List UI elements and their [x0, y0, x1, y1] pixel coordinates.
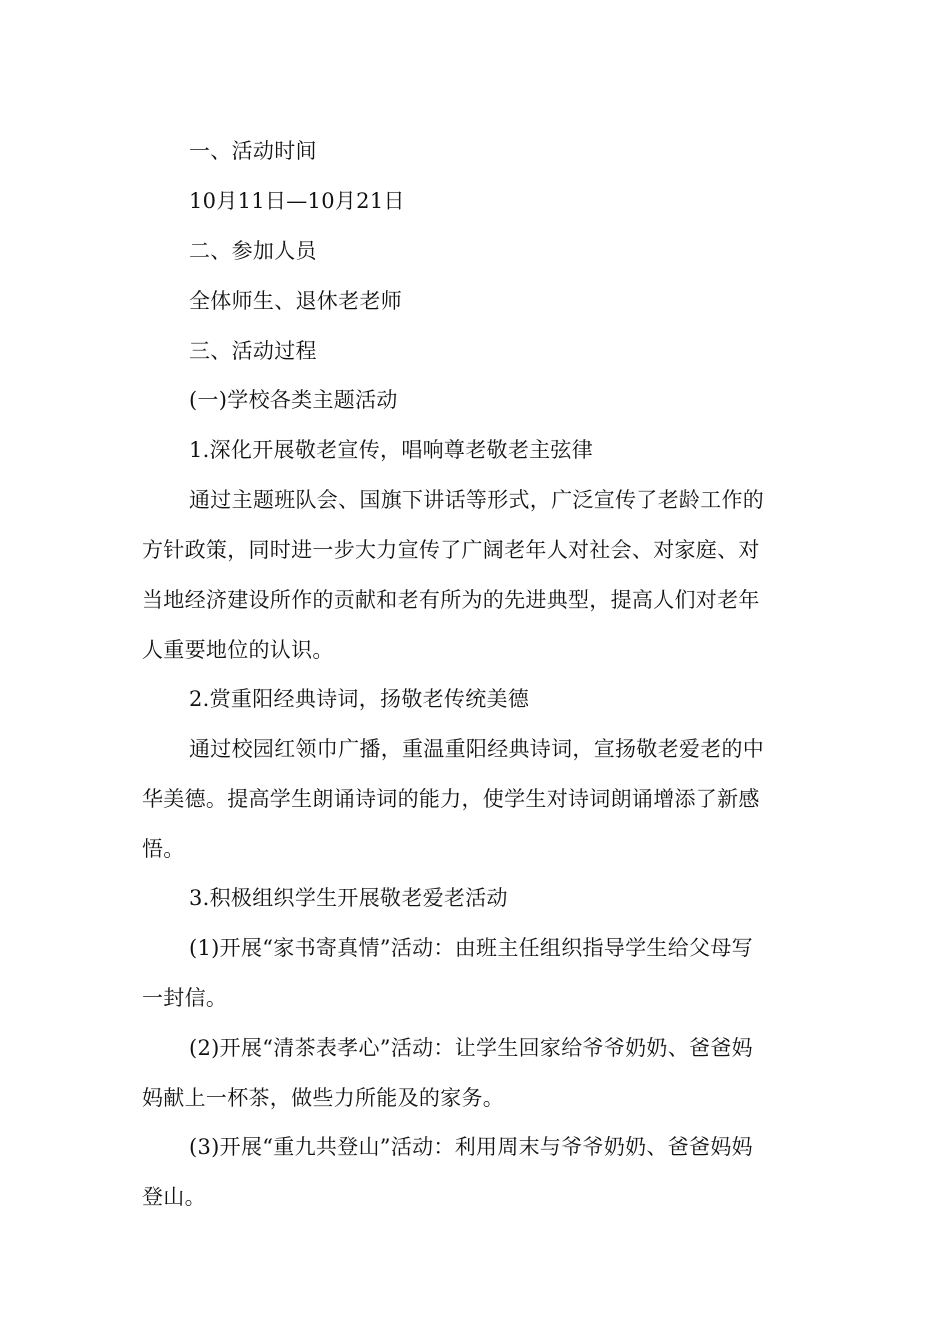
subsection-heading-themes: (一)学校各类主题活动 — [189, 388, 398, 412]
paragraph-1-line-3: 当地经济建设所作的贡献和老有所为的先进典型，提高人们对老年 — [142, 588, 760, 612]
paragraph-1-line-4: 人重要地位的认识。 — [142, 638, 334, 662]
activity-2-line-2: 妈献上一杯茶，做些力所能及的家务。 — [142, 1086, 505, 1110]
item-heading-3: 3.积极组织学生开展敬老爱老活动 — [189, 886, 508, 910]
paragraph-1-line-1: 通过主题班队会、国旗下讲话等形式，广泛宣传了老龄工作的 — [189, 488, 765, 512]
activity-1-line-2: 一封信。 — [142, 986, 228, 1010]
section-heading-process: 三、活动过程 — [189, 339, 317, 363]
activity-dates: 10月11日—10月21日 — [189, 189, 405, 213]
item-heading-1: 1.深化开展敬老宣传，唱响尊老敬老主弦律 — [189, 438, 594, 462]
section-heading-time: 一、活动时间 — [189, 139, 317, 163]
paragraph-2-line-3: 悟。 — [142, 837, 185, 861]
participants-text: 全体师生、退休老老师 — [189, 289, 402, 313]
activity-3-line-2: 登山。 — [142, 1185, 206, 1209]
activity-3-line-1: (3)开展“重九共登山”活动：利用周末与爷爷奶奶、爸爸妈妈 — [189, 1135, 753, 1159]
activity-2-line-1: (2)开展“清茶表孝心”活动：让学生回家给爷爷奶奶、爸爸妈 — [189, 1036, 753, 1060]
paragraph-2-line-2: 华美德。提高学生朗诵诗词的能力，使学生对诗词朗诵增添了新感 — [142, 787, 760, 811]
paragraph-2-line-1: 通过校园红领巾广播，重温重阳经典诗词，宣扬敬老爱老的中 — [189, 737, 765, 761]
item-heading-2: 2.赏重阳经典诗词，扬敬老传统美德 — [189, 687, 530, 711]
activity-1-line-1: (1)开展“家书寄真情”活动：由班主任组织指导学生给父母写 — [189, 936, 753, 960]
section-heading-participants: 二、参加人员 — [189, 239, 317, 263]
paragraph-1-line-2: 方针政策，同时进一步大力宣传了广阔老年人对社会、对家庭、对 — [142, 538, 760, 562]
